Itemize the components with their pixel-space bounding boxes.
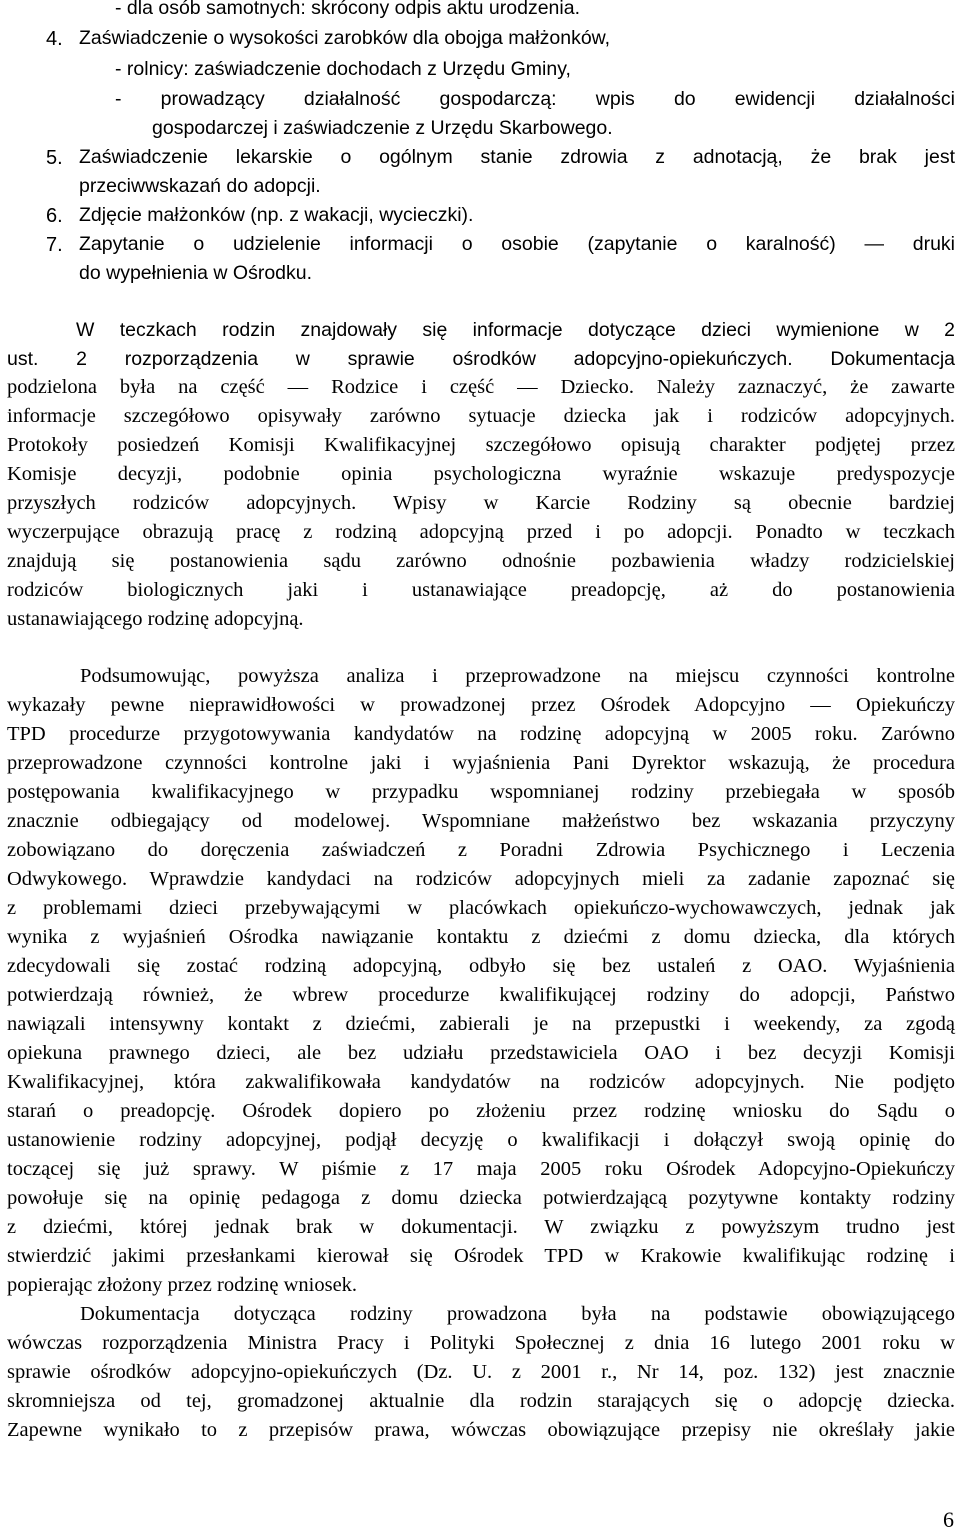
list-subitem-business-line-2: gospodarczej i zaświadczenie z Urzędu Skarbowego. bbox=[152, 117, 613, 139]
list-item-4: Zaświadczenie o wysokości zarobków dla obojga małżonków, bbox=[79, 27, 611, 49]
paragraph-line: podzielona była na część — Rodzice i część — Dziecko. Należy zaznaczyć, że zawarte bbox=[7, 376, 955, 398]
paragraph-line: postępowania kwalifikacyjnego w przypadku wspomnianej rodziny przebiegała w sposób bbox=[7, 781, 955, 803]
paragraph-line: wykazały pewne nieprawidłowości w prowadzonej przez Ośrodek Adopcyjno — Opiekuńczy bbox=[7, 694, 955, 716]
paragraph-line: zdecydowali się zostać rodziną adopcyjną, odbyło się bez ustaleń z OAO. Wyjaśnienia bbox=[7, 955, 955, 977]
paragraph-line: TPD procedurze przygotowywania kandydatów na rodzinę adopcyjną w 2005 roku. Zarówno bbox=[7, 723, 955, 745]
paragraph-line: toczącej się już sprawy. W piśmie z 17 maja 2005 roku Ośrodek Adopcyjno-Opiekuńczy bbox=[7, 1158, 955, 1180]
paragraph-line: Zapewne wynikało to z przepisów prawa, wówczas obowiązujące przepisy nie określały jakie bbox=[7, 1419, 955, 1441]
paragraph-line: powołuje się na opinię pedagoga z domu dziecka potwierdzającą pozytywne kontakty rodziny bbox=[7, 1187, 955, 1209]
paragraph-line: Kwalifikacyjnej, która zakwalifikowała kandydatów na rodziców adopcyjnych. Nie podjęto bbox=[7, 1071, 955, 1093]
paragraph-line: sprawie ośrodków adopcyjno-opiekuńczych (Dz. U. z 2001 r., Nr 14, poz. 132) jest znacznie bbox=[7, 1361, 955, 1383]
paragraph-line: ust. 2 rozporządzenia w sprawie ośrodków adopcyjno-opiekuńczych. Dokumentacja bbox=[7, 348, 955, 370]
list-item-7-line-1: Zapytanie o udzielenie informacji o osobie (zapytanie o karalność) — druki bbox=[79, 233, 955, 255]
list-item-7-line-2: do wypełnienia w Ośrodku. bbox=[79, 262, 313, 284]
paragraph-line: W teczkach rodzin znajdowały się informacje dotyczące dzieci wymienione w 2 bbox=[76, 319, 955, 341]
paragraph-line: Dokumentacja dotycząca rodziny prowadzona była na podstawie obowiązującego bbox=[80, 1303, 955, 1325]
paragraph-line: wyczerpujące obrazują pracę z rodziną adopcyjną przed i po adopcji. Ponadto w teczkach bbox=[7, 521, 955, 543]
paragraph-line: Podsumowując, powyższa analiza i przeprowadzone na miejscu czynności kontrolne bbox=[80, 665, 955, 687]
paragraph-line: zobowiązano do doręczenia zaświadczeń z Poradni Zdrowia Psychicznego i Leczenia bbox=[7, 839, 955, 861]
paragraph-line: Komisje decyzji, podobnie opinia psychologiczna wyraźnie wskazuje predyspozycje bbox=[7, 463, 955, 485]
list-item-5-line-2: przeciwwskazań do adopcji. bbox=[79, 175, 321, 197]
list-number-4: 4. bbox=[46, 28, 63, 50]
page-number: 6 bbox=[943, 1507, 954, 1532]
list-subitem-farmers: - rolnicy: zaświadczenie dochodach z Urzędu Gminy, bbox=[115, 58, 571, 80]
list-number-6: 6. bbox=[46, 205, 63, 227]
list-item-6: Zdjęcie małżonków (np. z wakacji, wycieczki). bbox=[79, 204, 474, 226]
list-subitem-business-line-1: - prowadzący działalność gospodarczą: wpis do ewidencji działalności bbox=[115, 88, 955, 110]
paragraph-line: znajdują się postanowienia sądu zarówno odnośnie pozbawienia władzy rodzicielskiej bbox=[7, 550, 955, 572]
paragraph-line: znacznie odbiegający od modelowej. Wspomniane małżeństwo bez wskazania przyczyny bbox=[7, 810, 955, 832]
paragraph-line: z dziećmi, której jednak brak w dokumentacji. W związku z powyższym trudno jest bbox=[7, 1216, 955, 1238]
paragraph-line: Odwykowego. Wprawdzie kandydaci na rodziców adopcyjnych mieli za zadanie zapoznać się bbox=[7, 868, 955, 890]
list-item-dash: - dla osób samotnych: skrócony odpis aktu urodzenia. bbox=[115, 0, 581, 19]
paragraph-line: wynika z wyjaśnień Ośrodka nawiązanie kontaktu z dziećmi z domu dziecka, dla których bbox=[7, 926, 955, 948]
paragraph-line: skromniejsza od tej, gromadzonej aktualnie dla rodzin starających się o adopcję dziecka. bbox=[7, 1390, 955, 1412]
paragraph-line: opiekuna prawnego dzieci, ale bez udziału przedstawiciela OAO i bez decyzji Komisji bbox=[7, 1042, 955, 1064]
paragraph-line: popierając złożony przez rodzinę wniosek. bbox=[7, 1274, 358, 1296]
list-item-5-line-1: Zaświadczenie lekarskie o ogólnym stanie zdrowia z adnotacją, że brak jest bbox=[79, 146, 955, 168]
paragraph-line: potwierdzają również, że wbrew procedurze kwalifikującej rodziny do adopcji, Państwo bbox=[7, 984, 955, 1006]
paragraph-line: wówczas rozporządzenia Ministra Pracy i Polityki Społecznej z dnia 16 lutego 2001 roku w bbox=[7, 1332, 955, 1354]
paragraph-line: ustanowienie rodziny adopcyjnej, podjął decyzję o kwalifikacji i dołączył swoją opinię do bbox=[7, 1129, 955, 1151]
paragraph-line: ustanawiającego rodzinę adopcyjną. bbox=[7, 608, 304, 630]
paragraph-line: nawiązali intensywny kontakt z dziećmi, zabierali je na przepustki i weekendy, za zgodą bbox=[7, 1013, 955, 1035]
paragraph-line: starań o preadopcję. Ośrodek dopiero po złożeniu przez rodzinę wniosku do Sądu o bbox=[7, 1100, 955, 1122]
paragraph-line: przeprowadzone czynności kontrolne jaki i wyjaśnienia Pani Dyrektor wskazują, że procedura bbox=[7, 752, 955, 774]
paragraph-line: informacje szczegółowo opisywały zarówno sytuacje dziecka jak i rodziców adopcyjnych. bbox=[7, 405, 955, 427]
paragraph-line: Protokoły posiedzeń Komisji Kwalifikacyjnej szczegółowo opisują charakter podjętej przez bbox=[7, 434, 955, 456]
list-number-7: 7. bbox=[46, 234, 63, 256]
list-number-5: 5. bbox=[46, 147, 63, 169]
paragraph-line: rodziców biologicznych jaki i ustanawiające preadopcję, aż do postanowienia bbox=[7, 579, 955, 601]
paragraph-line: stwierdzić jakimi przesłankami kierował się Ośrodek TPD w Krakowie kwalifikując rodzinę i bbox=[7, 1245, 955, 1267]
paragraph-line: przyszłych rodziców adopcyjnych. Wpisy w Karcie Rodziny są obecnie bardziej bbox=[7, 492, 955, 514]
paragraph-line: z problemami dzieci przebywającymi w placówkach opiekuńczo-wychowawczych, jednak jak bbox=[7, 897, 955, 919]
